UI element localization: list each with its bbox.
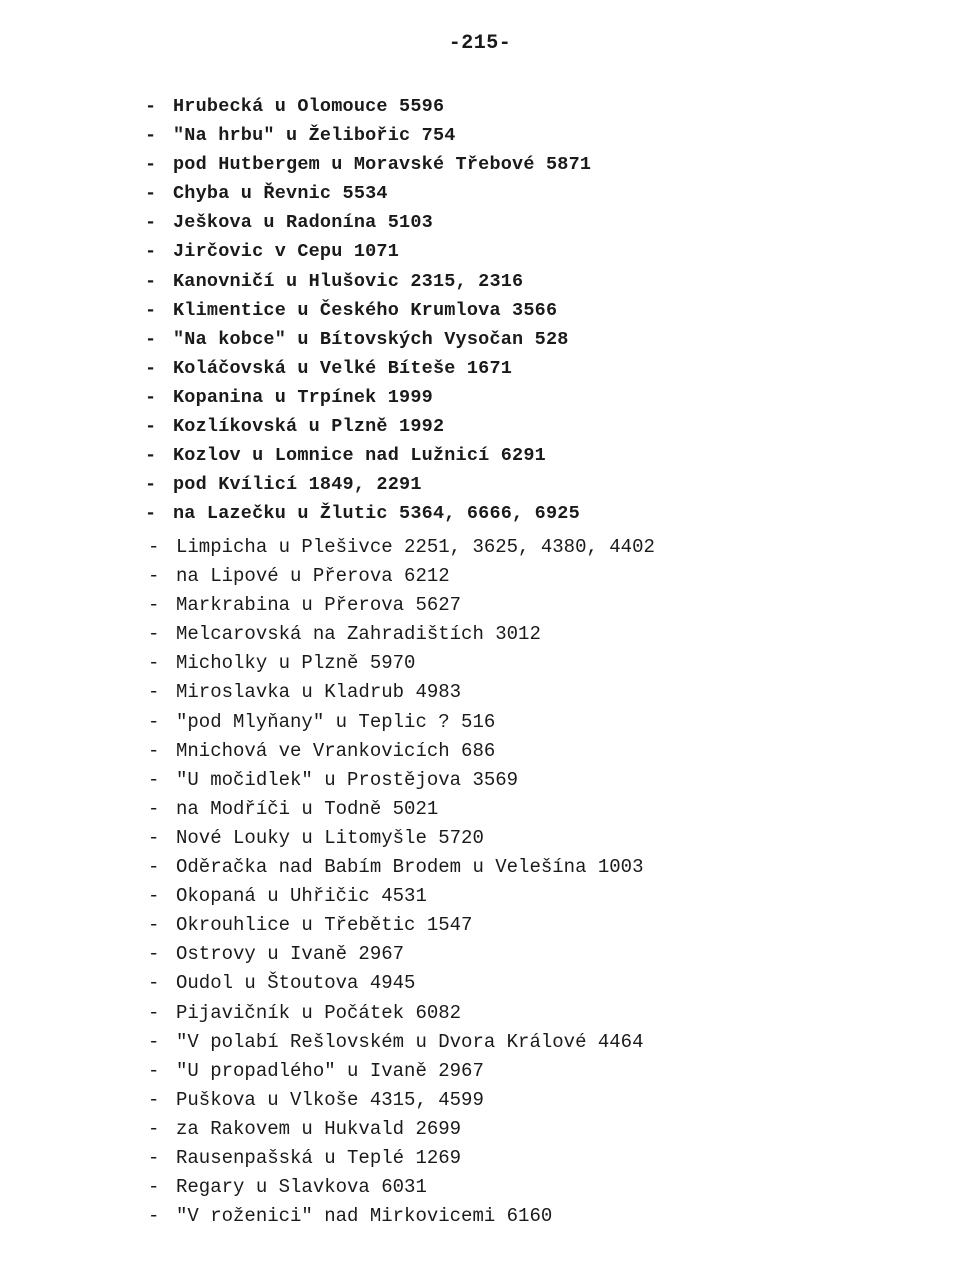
list-dash: - xyxy=(148,623,160,646)
list-item xyxy=(148,737,655,766)
entry-text: Mnichová ve Vrankovicích 686 xyxy=(176,739,496,762)
entry-text: na Lipové u Přerova 6212 xyxy=(176,565,450,588)
entry-text: "Na hrbu" u Želibořic 754 xyxy=(173,125,456,147)
entry-text: Oděračka nad Babím Brodem u Velešína 1003 xyxy=(176,856,644,879)
list-item xyxy=(148,824,655,853)
list-item xyxy=(148,1028,655,1057)
list-item xyxy=(148,708,655,737)
list-dash: - xyxy=(145,328,157,350)
entry-text: "U močidlek" u Prostějova 3569 xyxy=(176,768,519,791)
list-dash: - xyxy=(148,652,160,675)
entry-text: Oudol u Štoutova 4945 xyxy=(176,972,416,995)
list-dash: - xyxy=(148,1001,160,1024)
entry-text: Limpicha u Plešivce 2251, 3625, 4380, 4402 xyxy=(176,536,655,558)
entry-text: Ostrovy u Ivaně 2967 xyxy=(176,943,405,966)
list-item xyxy=(148,533,655,562)
list-dash: - xyxy=(148,1117,160,1140)
list-item xyxy=(145,325,591,354)
list-dash: - xyxy=(148,768,160,791)
list-item xyxy=(145,412,591,441)
list-dash: - xyxy=(148,536,160,558)
entry-text: Okrouhlice u Třebětic 1547 xyxy=(176,914,473,937)
entry-text: Okopaná u Uhřičic 4531 xyxy=(176,885,427,908)
list-item xyxy=(145,296,591,325)
list-dash: - xyxy=(145,183,157,205)
list-dash: - xyxy=(148,943,160,966)
entry-text: "V roženici" nad Mirkovicemi 6160 xyxy=(176,1205,553,1228)
entry-list-normal xyxy=(148,533,655,1231)
list-dash: - xyxy=(145,416,157,438)
entry-text: za Rakovem u Hukvald 2699 xyxy=(176,1117,462,1140)
list-dash: - xyxy=(148,1059,160,1082)
list-item xyxy=(148,1173,655,1202)
entry-text: Miroslavka u Kladrub 4983 xyxy=(176,681,462,704)
list-item xyxy=(145,121,591,150)
list-dash: - xyxy=(145,357,157,379)
entry-text: pod Kvílicí 1849, 2291 xyxy=(173,474,422,496)
list-item xyxy=(148,1086,655,1115)
list-item xyxy=(148,1202,655,1231)
list-item xyxy=(148,940,655,969)
list-item xyxy=(145,237,591,266)
list-dash: - xyxy=(148,972,160,995)
list-item xyxy=(148,591,655,620)
list-item xyxy=(148,969,655,998)
entry-text: na Modříči u Todně 5021 xyxy=(176,797,439,820)
entry-text: "V polabí Rešlovském u Dvora Králové 4464 xyxy=(176,1030,644,1053)
list-item xyxy=(145,441,591,470)
list-dash: - xyxy=(148,797,160,820)
list-dash: - xyxy=(148,710,160,733)
list-dash: - xyxy=(145,386,157,408)
list-item xyxy=(148,562,655,591)
list-dash: - xyxy=(145,445,157,467)
entry-text: Nové Louky u Litomyšle 5720 xyxy=(176,826,484,849)
list-dash: - xyxy=(145,96,157,117)
list-item xyxy=(145,208,591,237)
list-dash: - xyxy=(148,885,160,908)
list-item xyxy=(148,853,655,882)
list-item xyxy=(145,92,591,121)
list-dash: - xyxy=(145,212,157,234)
entry-text: Chyba u Řevnic 5534 xyxy=(173,183,388,205)
list-dash: - xyxy=(148,1205,160,1228)
list-item xyxy=(145,383,591,412)
list-item xyxy=(148,620,655,649)
list-dash: - xyxy=(148,565,160,588)
entry-text: Micholky u Plzně 5970 xyxy=(176,652,416,675)
list-dash: - xyxy=(148,594,160,617)
list-item xyxy=(145,179,591,208)
entry-text: Regary u Slavkova 6031 xyxy=(176,1176,427,1199)
entry-text: na Lazečku u Žlutic 5364, 6666, 6925 xyxy=(173,503,580,525)
list-item xyxy=(145,499,591,528)
list-item xyxy=(145,470,591,499)
entry-text: Kanovničí u Hlušovic 2315, 2316 xyxy=(173,270,524,292)
entry-text: Ješkova u Radonína 5103 xyxy=(173,212,433,234)
entry-text: Klimentice u Českého Krumlova 3566 xyxy=(173,299,558,321)
page-number: -215- xyxy=(448,32,512,55)
list-dash: - xyxy=(145,474,157,496)
list-item xyxy=(148,766,655,795)
list-dash: - xyxy=(145,299,157,321)
list-item xyxy=(145,267,591,296)
entry-list-bold xyxy=(145,92,591,528)
list-item xyxy=(148,1115,655,1144)
list-item xyxy=(148,1057,655,1086)
list-dash: - xyxy=(148,1030,160,1053)
entry-text: Kozlov u Lomnice nad Lužnicí 6291 xyxy=(173,445,546,467)
list-item xyxy=(148,649,655,678)
list-dash: - xyxy=(148,739,160,762)
list-item xyxy=(148,911,655,940)
entry-text: Melcarovská na Zahradištích 3012 xyxy=(176,623,541,646)
list-item xyxy=(148,1144,655,1173)
list-dash: - xyxy=(148,681,160,704)
list-dash: - xyxy=(148,1176,160,1199)
list-item xyxy=(145,354,591,383)
entry-text: Pijavičník u Počátek 6082 xyxy=(176,1001,462,1024)
list-dash: - xyxy=(148,1146,160,1169)
list-dash: - xyxy=(148,914,160,937)
list-item xyxy=(148,999,655,1028)
entry-text: Markrabina u Přerova 5627 xyxy=(176,594,462,617)
list-dash: - xyxy=(145,270,157,292)
list-dash: - xyxy=(145,154,157,176)
entry-text: Kopanina u Trpínek 1999 xyxy=(173,386,433,408)
entry-text: "pod Mlyňany" u Teplic ? 516 xyxy=(176,710,496,733)
list-item xyxy=(148,882,655,911)
list-dash: - xyxy=(145,503,157,525)
entry-text: Hrubecká u Olomouce 5596 xyxy=(173,96,445,117)
list-dash: - xyxy=(145,125,157,147)
entry-text: Koláčovská u Velké Bíteše 1671 xyxy=(173,357,513,379)
list-item xyxy=(145,150,591,179)
entry-text: Rausenpašská u Teplé 1269 xyxy=(176,1146,462,1169)
entry-text: Kozlíkovská u Plzně 1992 xyxy=(173,416,445,438)
list-dash: - xyxy=(148,1088,160,1111)
list-dash: - xyxy=(145,241,157,263)
entry-text: pod Hutbergem u Moravské Třebové 5871 xyxy=(173,154,592,176)
list-dash: - xyxy=(148,856,160,879)
list-item xyxy=(148,795,655,824)
entry-text: "U propadlého" u Ivaně 2967 xyxy=(176,1059,484,1082)
entry-text: "Na kobce" u Bítovských Vysočan 528 xyxy=(173,328,569,350)
entry-text: Jirčovic v Cepu 1071 xyxy=(173,241,400,263)
list-item xyxy=(148,678,655,707)
entry-text: Puškova u Vlkoše 4315, 4599 xyxy=(176,1088,484,1111)
list-dash: - xyxy=(148,826,160,849)
